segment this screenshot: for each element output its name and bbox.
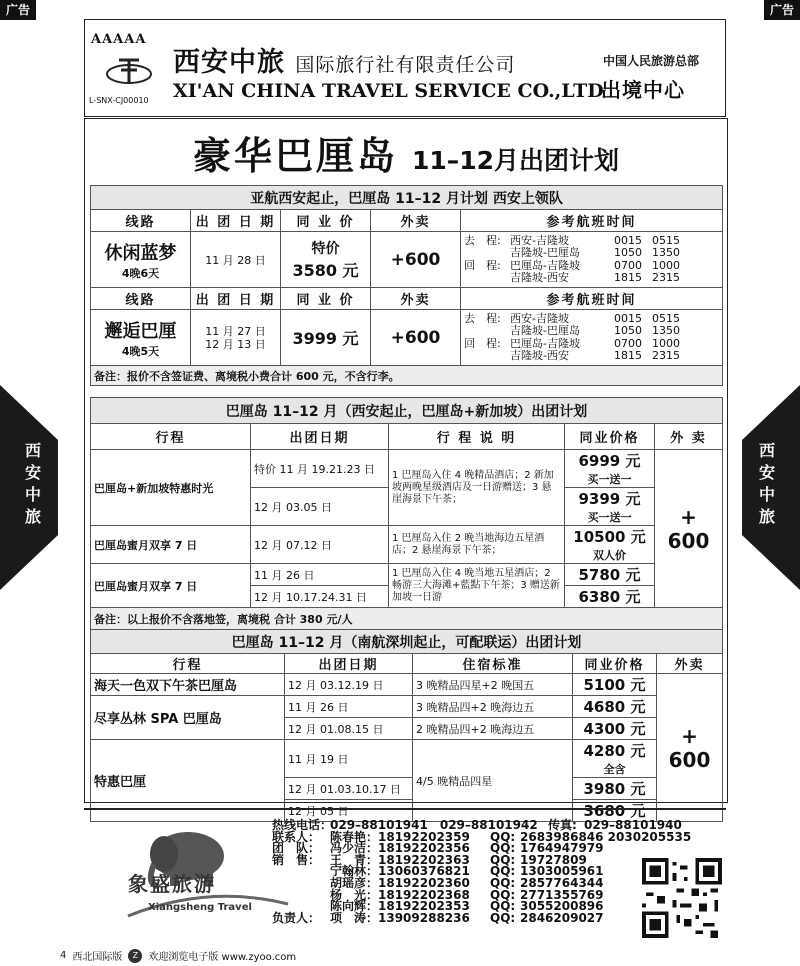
- side-label-right: 西安中旅: [758, 441, 775, 526]
- col-header: 线路: [91, 210, 191, 232]
- section-title: 亚航西安起止，巴厘岛 11–12 月计划 西安上领队: [91, 186, 723, 210]
- headquarters-label: 中国人民旅游总部: [603, 54, 700, 68]
- section-title: 巴厘岛 11–12 月（南航深圳起止，可配联运）出团计划: [91, 630, 723, 654]
- col-header: 同 业 价: [281, 288, 371, 310]
- col-header: 住宿标准: [413, 654, 573, 674]
- col-header: 外 卖: [655, 424, 723, 450]
- section-bali-singapore: [90, 397, 723, 630]
- contact-row: 销 售： 王 青：18192202363 QQ: 19727809: [272, 852, 587, 867]
- company-name-cn: 西安中旅 国际旅行社有限责任公司: [173, 47, 516, 78]
- page-title: 豪华巴厘岛 11–12月出团计划: [192, 134, 620, 178]
- route-name: 巴厘岛蜜月双享 7 日: [91, 564, 251, 608]
- route-name: 特惠巴厘: [91, 740, 285, 822]
- contact-row: 陈向辉：18192202353 QQ: 3055200896: [330, 899, 604, 914]
- flight-times: 去 程: 西安-吉隆坡 0015 0515 吉隆坡-巴厘岛 1050 1350 回 程: 巴厘岛-吉隆坡 0700 1000 吉隆坡-西安 1815 2315: [461, 232, 723, 288]
- col-header: 同 业 价: [281, 210, 371, 232]
- brand-name-en: Xiangsheng Travel: [148, 902, 252, 913]
- col-header: 外卖: [371, 210, 461, 232]
- zyoo-logo-icon: Z: [128, 949, 142, 963]
- trade-price: 5780 元: [565, 564, 655, 586]
- flight-times: 去 程: 西安-吉隆坡 0015 0515 吉隆坡-巴厘岛 1050 1350 回 程: 巴厘岛-吉隆坡 0700 1000 吉隆坡-西安 1815 2315: [461, 310, 723, 366]
- page-footer: [60, 948, 296, 963]
- section-note: 备注：以上报价不含落地签，离境税 合计 380 元/人: [91, 608, 723, 630]
- section-shenzhen: [90, 629, 723, 822]
- depart-dates: 12 月 10.17.24.31 日: [251, 586, 389, 608]
- depart-dates: 12 月 01.08.15 日: [285, 718, 413, 740]
- col-header: 出 团 日 期: [191, 288, 281, 310]
- depart-dates: 11 月 28 日: [191, 232, 281, 288]
- col-header: 线路: [91, 288, 191, 310]
- col-header: 同业价格: [573, 654, 657, 674]
- table-row: [91, 674, 723, 696]
- hotel-standard: 3 晚精品四星+2 晚国五: [413, 674, 573, 696]
- col-header: 出团日期: [251, 424, 389, 450]
- side-label-left: 西安中旅: [24, 441, 41, 526]
- col-header: 出团日期: [285, 654, 413, 674]
- route-name: 海天一色双下午茶巴厘岛: [91, 674, 285, 696]
- contact-footer: [84, 808, 726, 946]
- route-name: 尽享丛林 SPA 巴厘岛: [91, 696, 285, 740]
- trade-price: 6999 元: [578, 452, 641, 470]
- trade-price: 3580 元: [292, 261, 359, 280]
- trade-price: 4300 元: [573, 718, 657, 740]
- contact-row: 杨 光：18192202368 QQ: 2771355769: [330, 887, 604, 902]
- edition-label: 西北国际版: [72, 952, 123, 963]
- col-header: 参考航班时间: [461, 288, 723, 310]
- depart-dates: 11 月 27 日 12 月 13 日: [191, 310, 281, 366]
- depart-dates: 12 月 03.05 日: [251, 488, 389, 526]
- grade-rating: AAAAA: [91, 32, 147, 47]
- col-header: 外卖: [657, 654, 723, 674]
- addon-price: + 600: [655, 450, 723, 608]
- contact-row: 联系人： 陈春艳：18192202359 QQ: 2683986846 2030205535: [272, 829, 692, 844]
- itinerary-desc: 1 巴厘岛入住 2 晚当地海边五星酒店；2 悬崖海景下午茶；: [389, 526, 565, 564]
- col-header: 外卖: [371, 288, 461, 310]
- depart-dates: 11 月 26 日: [251, 564, 389, 586]
- route-name: 巴厘岛蜜月双享 7 日: [91, 526, 251, 564]
- section-airasia: [90, 185, 723, 386]
- trade-price: 6380 元: [565, 586, 655, 608]
- depart-dates: 11 月 19 日: [285, 740, 413, 778]
- trade-price: 3980 元: [573, 778, 657, 800]
- website-link[interactable]: 欢迎浏览电子版 www.zyoo.com: [148, 952, 297, 963]
- company-logo: [105, 52, 153, 92]
- trade-price: 3999 元: [281, 310, 371, 366]
- trade-price: 4680 元: [573, 696, 657, 718]
- table-row: [91, 450, 723, 488]
- price-note: 买一送一: [587, 511, 632, 524]
- outbound-center-label: 出境中心: [601, 78, 685, 102]
- itinerary-desc: 1 巴厘岛入住 4 晚精品酒店；2 新加坡两晚星级酒店及一日游赠送；3 悬崖海景下午茶；: [389, 450, 565, 526]
- contact-row: 宁翰林：13060376821 QQ: 1303005961: [330, 864, 604, 879]
- addon-price: +600: [371, 232, 461, 288]
- trade-price: 3680 元: [573, 800, 657, 822]
- depart-dates: 特价 11 月 19.21.23 日: [251, 450, 389, 488]
- qr-code: [642, 858, 722, 938]
- table-row: [91, 526, 723, 564]
- contact-row: 负责人： 项 涛：13909288236 QQ: 2846209027: [272, 910, 604, 925]
- addon-price: + 600: [657, 674, 723, 822]
- depart-dates: 12 月 01.03.10.17 日: [285, 778, 413, 800]
- route-duration: 4晚6天: [121, 266, 160, 280]
- col-header: 出 团 日 期: [191, 210, 281, 232]
- contact-row: 胡瑶彦：18192202360 QQ: 2857764344: [330, 875, 604, 890]
- license-number: L-SNX-CJ00010: [89, 96, 149, 105]
- price-note: 全含: [603, 763, 626, 776]
- table-row: [91, 740, 723, 778]
- company-name-en: XI'AN CHINA TRAVEL SERVICE CO.,LTD: [173, 80, 604, 102]
- route-duration: 4晚5天: [121, 344, 160, 358]
- itinerary-desc: 1 巴厘岛入住 4 晚当地五星酒店；2 畅游三大海滩+藍點下午茶；3 赠送新加坡一日游: [389, 564, 565, 608]
- col-header: 行程: [91, 424, 251, 450]
- contact-row: 热线电话： 029–88101941 029–88101942 传真: 029–88101940: [272, 818, 682, 832]
- table-row: [91, 564, 723, 586]
- depart-dates: 11 月 26 日: [285, 696, 413, 718]
- brand-name: 象盛旅游: [128, 872, 216, 896]
- table-row: [91, 310, 723, 366]
- page-number: 4: [60, 950, 67, 961]
- trade-price: 10500 元: [573, 528, 646, 546]
- col-header: 行 程 说 明: [389, 424, 565, 450]
- depart-dates: 12 月 07.12 日: [251, 526, 389, 564]
- hotel-standard: 2 晚精品四+2 晚海边五: [413, 718, 573, 740]
- hotel-standard: 3 晚精品四+2 晚海边五: [413, 696, 573, 718]
- trade-price: 9399 元: [578, 490, 641, 508]
- company-header: [84, 19, 726, 117]
- trade-price: 5100 元: [573, 674, 657, 696]
- ad-tag-right: 广告: [764, 0, 800, 20]
- col-header: 同业价格: [565, 424, 655, 450]
- table-row: [91, 696, 723, 718]
- route-name: 休闲蓝梦: [104, 242, 177, 264]
- section-note: 备注：报价不含签证费、离境税小费合计 600 元，不含行李。: [91, 366, 723, 386]
- tour-plans: [84, 118, 728, 820]
- addon-price: +600: [371, 310, 461, 366]
- price-note: 买一送一: [587, 473, 632, 486]
- hotel-standard: 4/5 晚精品四星: [413, 740, 573, 822]
- ad-tag-left: 广告: [0, 0, 36, 20]
- price-label: 特价: [311, 241, 340, 257]
- route-name: 邂逅巴厘: [104, 320, 177, 342]
- table-row: [91, 232, 723, 288]
- depart-dates: 12 月 05 日: [285, 800, 413, 822]
- contact-row: 团 队： 冯少洁：18192202356 QQ: 1764947979: [272, 841, 604, 856]
- price-note: 双人价: [593, 549, 626, 562]
- depart-dates: 12 月 03.12.19 日: [285, 674, 413, 696]
- trade-price: 4280 元: [583, 742, 646, 760]
- section-title: 巴厘岛 11–12 月（西安起止，巴厘岛+新加坡）出团计划: [91, 398, 723, 424]
- col-header: 行程: [91, 654, 285, 674]
- col-header: 参考航班时间: [461, 210, 723, 232]
- route-name: 巴厘岛+新加坡特惠时光: [91, 450, 251, 526]
